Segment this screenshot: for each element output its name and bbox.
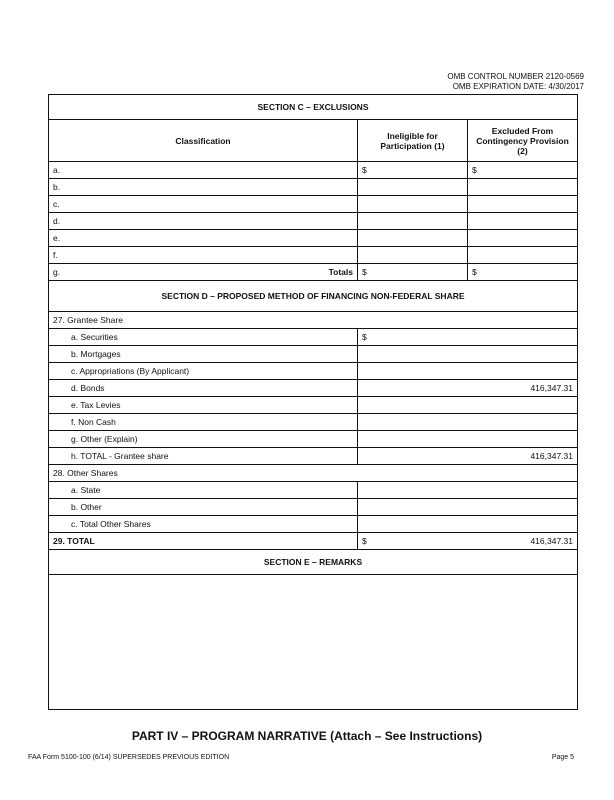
financing-row — [49, 465, 578, 482]
financing-value[interactable] — [358, 397, 578, 414]
financing-row — [49, 380, 578, 397]
ineligible-value[interactable] — [358, 196, 468, 213]
section-c-title: SECTION C – EXCLUSIONS — [49, 95, 578, 120]
financing-row — [49, 346, 578, 363]
omb-expiration: OMB EXPIRATION DATE: 4/30/2017 — [452, 82, 584, 91]
row-label: f. — [49, 247, 358, 264]
financing-label: h. TOTAL - Grantee share — [49, 448, 358, 465]
exclusion-row — [49, 213, 578, 230]
exclusion-row — [49, 196, 578, 213]
financing-value[interactable] — [358, 346, 578, 363]
excluded-value[interactable] — [468, 230, 578, 247]
financing-row — [49, 312, 578, 329]
financing-row — [49, 431, 578, 448]
exclusion-row — [49, 162, 578, 179]
financing-label: g. Other (Explain) — [49, 431, 358, 448]
header-classification: Classification — [49, 120, 358, 162]
financing-row — [49, 414, 578, 431]
ineligible-value[interactable] — [358, 247, 468, 264]
remarks-field[interactable] — [49, 575, 578, 710]
grand-total-value[interactable] — [358, 533, 578, 550]
financing-value[interactable]: 416,347.31 — [358, 380, 578, 397]
row-label: b. — [49, 179, 358, 196]
row-label: a. — [49, 162, 358, 179]
financing-value[interactable] — [358, 414, 578, 431]
financing-label: b. Other — [49, 499, 358, 516]
financing-value[interactable]: $ — [358, 329, 578, 346]
excluded-value[interactable] — [468, 247, 578, 264]
ineligible-value[interactable] — [358, 179, 468, 196]
excluded-value[interactable] — [468, 179, 578, 196]
header-ineligible: Ineligible for Participation (1) — [358, 120, 468, 162]
financing-row — [49, 363, 578, 380]
financing-row — [49, 482, 578, 499]
excluded-value[interactable] — [468, 213, 578, 230]
financing-value[interactable] — [358, 499, 578, 516]
exclusion-row — [49, 179, 578, 196]
ineligible-value[interactable] — [358, 213, 468, 230]
financing-group-label: 27. Grantee Share — [49, 312, 578, 329]
section-c-table — [48, 94, 578, 710]
part-iv-heading: PART IV – PROGRAM NARRATIVE (Attach – See Instructions) — [131, 729, 483, 743]
financing-value[interactable] — [358, 431, 578, 448]
grand-total-label: 29. TOTAL — [49, 533, 358, 550]
section-d-title: SECTION D – PROPOSED METHOD OF FINANCING NON-FEDERAL SHARE — [49, 281, 578, 312]
financing-row — [49, 516, 578, 533]
row-label: c. — [49, 196, 358, 213]
financing-label: a. State — [49, 482, 358, 499]
totals-label: Totals — [328, 267, 353, 277]
omb-info — [447, 72, 584, 92]
section-e-title: SECTION E – REMARKS — [49, 550, 578, 575]
header-excluded: Excluded From Contingency Provision (2) — [468, 120, 578, 162]
row-label: d. — [49, 213, 358, 230]
excluded-value[interactable]: $ — [468, 162, 578, 179]
financing-label: e. Tax Levies — [49, 397, 358, 414]
financing-row — [49, 397, 578, 414]
financing-row — [49, 499, 578, 516]
financing-label: c. Total Other Shares — [49, 516, 358, 533]
page-number: Page 5 — [551, 754, 574, 761]
totals-v1[interactable]: $ — [358, 264, 468, 281]
financing-label: f. Non Cash — [49, 414, 358, 431]
exclusion-row — [49, 247, 578, 264]
financing-group-label: 28. Other Shares — [49, 465, 578, 482]
form-footer: FAA Form 5100-100 (6/14) SUPERSEDES PREVIOUS EDITION — [28, 754, 230, 761]
financing-label: d. Bonds — [49, 380, 358, 397]
row-label: e. — [49, 230, 358, 247]
ineligible-value[interactable]: $ — [358, 162, 468, 179]
financing-value[interactable] — [358, 482, 578, 499]
ineligible-value[interactable] — [358, 230, 468, 247]
financing-label: c. Appropriations (By Applicant) — [49, 363, 358, 380]
financing-value[interactable]: 416,347.31 — [358, 448, 578, 465]
exclusion-row — [49, 230, 578, 247]
financing-row — [49, 448, 578, 465]
omb-control-number: OMB CONTROL NUMBER 2120-0569 — [447, 72, 584, 81]
financing-value[interactable] — [358, 516, 578, 533]
totals-letter: g. — [53, 267, 61, 277]
financing-label: a. Securities — [49, 329, 358, 346]
excluded-value[interactable] — [468, 196, 578, 213]
financing-value[interactable] — [358, 363, 578, 380]
financing-label: b. Mortgages — [49, 346, 358, 363]
totals-v2[interactable]: $ — [468, 264, 578, 281]
totals-row — [49, 264, 358, 281]
grand-total-amount: 416,347.31 — [530, 536, 573, 546]
financing-row — [49, 329, 578, 346]
currency: $ — [362, 536, 367, 546]
